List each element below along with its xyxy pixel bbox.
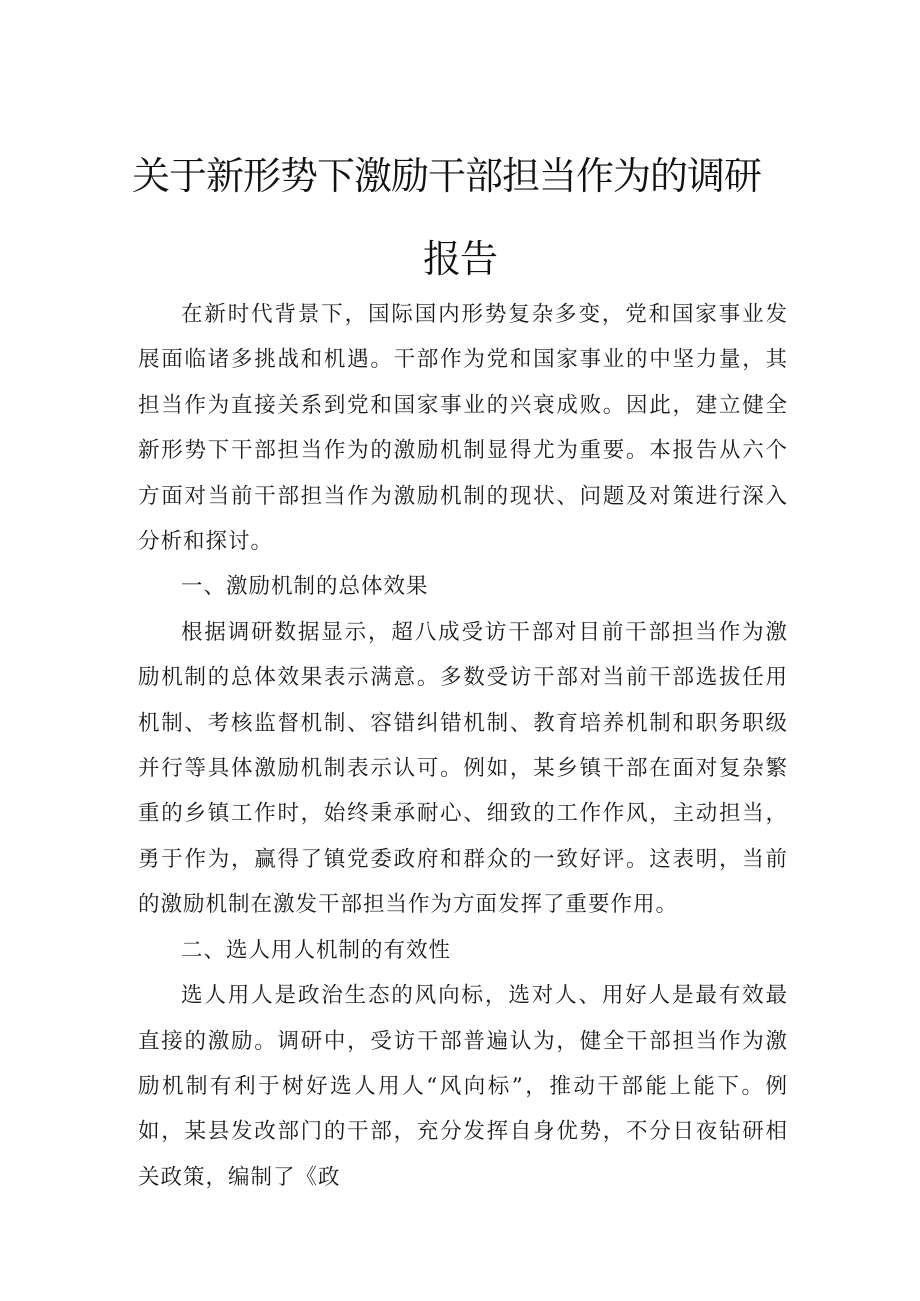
- section-heading-1: 一、激励机制的总体效果: [181, 574, 429, 600]
- section-heading-2: 二、选人用人机制的有效性: [181, 937, 452, 963]
- section-1-paragraph: 根据调研数据显示，超八成受访干部对目前干部担当作为激励机制的总体效果表示满意。多数受访干部对当前干部选拔任用机制、考核监督机制、容错纠错机制、教育培养机制和职务职级并行等具体激励机制表示认可。例如，某乡镇干部在面对复杂繁重的乡镇工作时，始终秉承耐心、细致的工作作风，主动担当，勇于作为，赢得了镇党委政府和群众的一致好评。这表明，当前的激励机制在激发干部担当作为方面发挥了重要作用。: [138, 619, 788, 918]
- intro-paragraph: 在新时代背景下，国际国内形势复杂多变，党和国家事业发展面临诸多挑战和机遇。干部作为党和国家事业的中坚力量，其担当作为直接关系到党和国家事业的兴衰成败。因此，建立健全新形势下干部担当作为的激励机制显得尤为重要。本报告从六个方面对当前干部担当作为激励机制的现状、问题及对策进行深入分析和探讨。: [138, 302, 788, 555]
- document-title-line-1: 关于新形势下激励干部担当作为的调研: [132, 154, 762, 198]
- document-body: [138, 292, 788, 1200]
- section-2-paragraph: 选人用人是政治生态的风向标，选对人、用好人是最有效最直接的激励。调研中，受访干部普遍认为，健全干部担当作为激励机制有利于树好选人用人“风向标”，推动干部能上能下。例如，某县发改部门的干部，充分发挥自身优势，不分日夜钻研相关政策，编制了《政: [138, 983, 788, 1190]
- document-title-line-2: 报告: [422, 237, 497, 281]
